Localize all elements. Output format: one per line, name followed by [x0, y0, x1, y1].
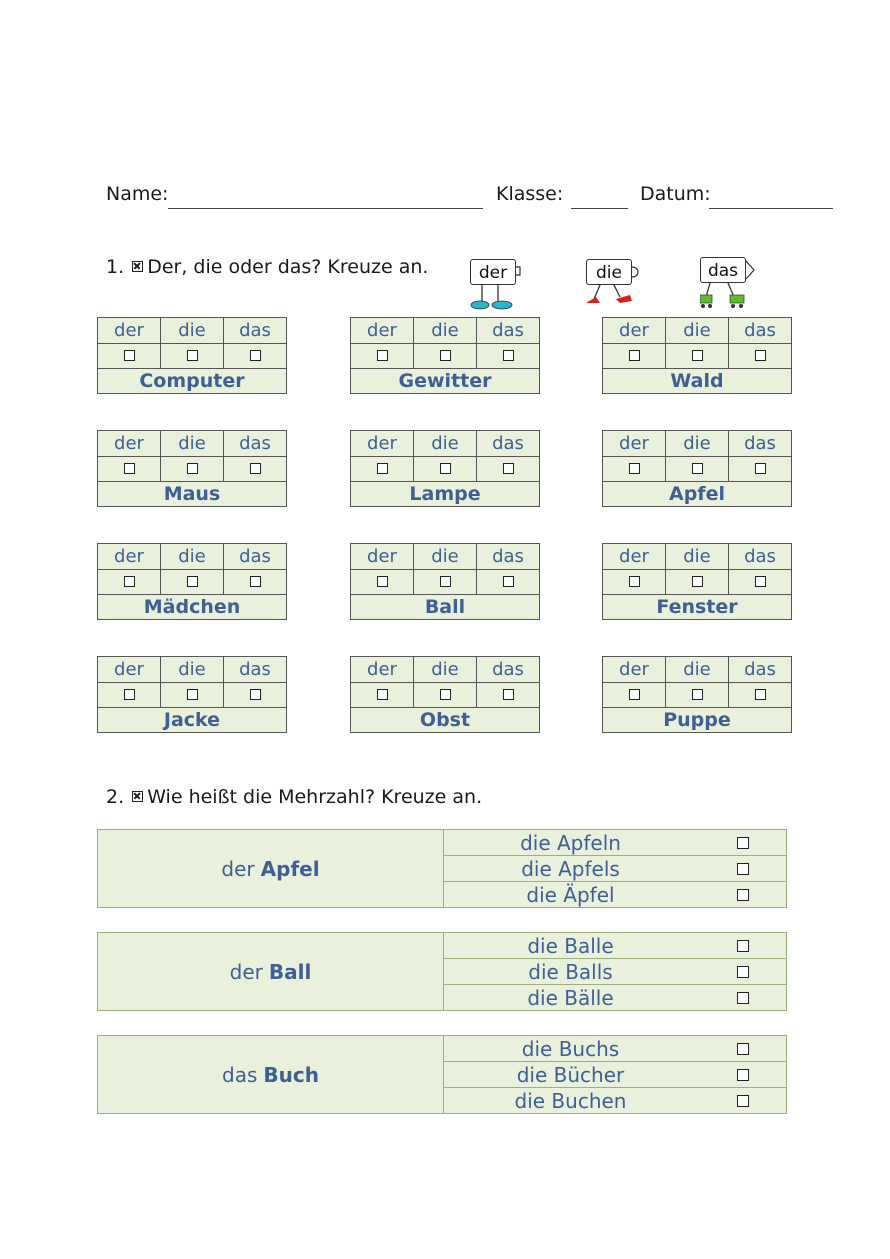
- article-label-der: der: [351, 657, 414, 682]
- singular-article: der: [221, 856, 255, 881]
- article-label-der: der: [603, 431, 666, 456]
- checked-box-icon: [132, 791, 143, 802]
- plural-options: [443, 933, 786, 1010]
- noun-label: Apfel: [669, 483, 725, 505]
- plural-option-text: die Äpfel: [526, 883, 615, 907]
- date-label: Datum:: [640, 183, 711, 205]
- singular-word: [98, 933, 444, 1010]
- noun-row: [98, 481, 286, 507]
- checkbox-der[interactable]: [629, 689, 640, 700]
- class-label: Klasse:: [496, 183, 564, 205]
- article-cell-das: [224, 456, 286, 481]
- checkbox-row: [351, 456, 539, 482]
- noun-label: Puppe: [663, 709, 731, 731]
- article-cell-der: [603, 343, 666, 368]
- article-label-der: der: [351, 544, 414, 569]
- article-header-row: [351, 431, 539, 457]
- checkbox-row: [98, 682, 286, 708]
- article-label-das: das: [744, 546, 776, 567]
- noun-row: [98, 594, 286, 620]
- noun-label: Lampe: [409, 483, 481, 505]
- plural-option: [443, 1036, 786, 1062]
- plural-option: [443, 959, 786, 985]
- article-label-die: die: [161, 318, 224, 343]
- article-cell-die: [161, 343, 224, 368]
- article-header-row: [603, 657, 791, 683]
- checkbox-der[interactable]: [377, 350, 388, 361]
- checkbox-row: [98, 456, 286, 482]
- checkbox-der[interactable]: [377, 463, 388, 474]
- class-field[interactable]: [571, 208, 628, 209]
- article-header-row: [98, 544, 286, 570]
- article-cell-das: [477, 343, 539, 368]
- article-label-der: der: [98, 544, 161, 569]
- article-header-row: [98, 318, 286, 344]
- singular-noun: Ball: [268, 959, 312, 984]
- name-label: Name:: [106, 183, 169, 205]
- plural-options: [443, 830, 786, 907]
- noun-label: Wald: [670, 370, 724, 392]
- article-cell-die: [161, 682, 224, 707]
- checkbox-das[interactable]: [755, 689, 766, 700]
- singular-noun: Apfel: [260, 856, 320, 881]
- article-cell-der: [603, 682, 666, 707]
- article-cell-die: [666, 682, 729, 707]
- checkbox-der[interactable]: [377, 576, 388, 587]
- noun-label: Fenster: [656, 596, 738, 618]
- plural-option-checkbox[interactable]: [737, 940, 749, 952]
- article-cell-der: [98, 456, 161, 481]
- plural-option-checkbox[interactable]: [737, 992, 749, 1004]
- article-label-das: das: [239, 320, 271, 341]
- noun-row: [98, 368, 286, 394]
- article-label-der: der: [98, 318, 161, 343]
- checkbox-row: [98, 343, 286, 369]
- checkbox-der[interactable]: [629, 350, 640, 361]
- plural-option-checkbox[interactable]: [737, 1095, 749, 1107]
- checkbox-die[interactable]: [187, 350, 198, 361]
- article-label-das: das: [239, 546, 271, 567]
- article-cell-die: [414, 569, 477, 594]
- article-cell-das: [477, 569, 539, 594]
- plural-option-text: die Balls: [528, 960, 613, 984]
- checkbox-die[interactable]: [440, 350, 451, 361]
- checkbox-das[interactable]: [503, 689, 514, 700]
- checkbox-row: [351, 569, 539, 595]
- article-label-das: das: [744, 320, 776, 341]
- plural-choice-box: [97, 829, 787, 908]
- plural-option: [443, 856, 786, 882]
- noun-label: Jacke: [163, 709, 221, 731]
- checkbox-das[interactable]: [503, 350, 514, 361]
- article-label-das: das: [492, 433, 524, 454]
- article-choice-box: [602, 543, 792, 620]
- article-cell-das: [477, 682, 539, 707]
- checkbox-der[interactable]: [124, 689, 135, 700]
- noun-label: Mädchen: [143, 596, 241, 618]
- checkbox-die[interactable]: [692, 350, 703, 361]
- date-field[interactable]: [709, 208, 833, 209]
- plural-option-text: die Apfeln: [520, 831, 621, 855]
- task2-title: [106, 786, 482, 808]
- article-cell-der: [351, 456, 414, 481]
- article-label-das: das: [492, 320, 524, 341]
- noun-row: [603, 707, 791, 733]
- singular-article: der: [229, 959, 263, 984]
- singular-noun: Buch: [263, 1062, 319, 1087]
- article-cell-der: [351, 569, 414, 594]
- noun-row: [98, 707, 286, 733]
- article-choice-box: [350, 317, 540, 394]
- checkbox-das[interactable]: [250, 463, 261, 474]
- article-cell-der: [603, 456, 666, 481]
- article-header-row: [603, 431, 791, 457]
- article-label-die: die: [161, 431, 224, 456]
- checkbox-das[interactable]: [755, 350, 766, 361]
- plural-option: [443, 882, 786, 907]
- noun-row: [603, 594, 791, 620]
- checkbox-das[interactable]: [503, 576, 514, 587]
- name-field[interactable]: [168, 208, 483, 209]
- checkbox-das[interactable]: [755, 576, 766, 587]
- article-label-die: die: [666, 657, 729, 682]
- article-choice-box: [602, 430, 792, 507]
- der-legs-icon: [470, 259, 530, 311]
- article-label-das: das: [492, 659, 524, 680]
- checkbox-das[interactable]: [250, 576, 261, 587]
- das-tag-label: das: [700, 257, 746, 283]
- article-cell-die: [414, 682, 477, 707]
- article-cell-der: [98, 682, 161, 707]
- article-choice-box: [97, 430, 287, 507]
- noun-label: Gewitter: [398, 370, 492, 392]
- article-cell-der: [98, 569, 161, 594]
- article-cell-die: [161, 456, 224, 481]
- plural-choice-box: [97, 932, 787, 1011]
- checkbox-die[interactable]: [187, 576, 198, 587]
- plural-option-checkbox[interactable]: [737, 966, 749, 978]
- plural-option-text: die Balle: [527, 934, 614, 958]
- article-choice-box: [97, 656, 287, 733]
- article-cell-die: [666, 456, 729, 481]
- article-label-die: die: [414, 657, 477, 682]
- article-cell-das: [729, 682, 791, 707]
- article-label-das: das: [744, 433, 776, 454]
- article-header-row: [351, 318, 539, 344]
- plural-option: [443, 933, 786, 959]
- article-cell-die: [414, 456, 477, 481]
- checkbox-das[interactable]: [503, 463, 514, 474]
- noun-row: [603, 481, 791, 507]
- checkbox-das[interactable]: [250, 689, 261, 700]
- plural-option-checkbox[interactable]: [737, 889, 749, 901]
- checkbox-das[interactable]: [755, 463, 766, 474]
- article-label-die: die: [161, 657, 224, 682]
- article-label-der: der: [603, 544, 666, 569]
- plural-option-checkbox[interactable]: [737, 1069, 749, 1081]
- checkbox-der[interactable]: [124, 576, 135, 587]
- article-cell-der: [351, 682, 414, 707]
- article-header-row: [351, 657, 539, 683]
- checkbox-das[interactable]: [250, 350, 261, 361]
- checkbox-row: [351, 343, 539, 369]
- noun-row: [351, 707, 539, 733]
- task1-instruction: Der, die oder das? Kreuze an.: [147, 256, 429, 278]
- plural-option: [443, 985, 786, 1010]
- article-label-das: das: [492, 546, 524, 567]
- checkbox-der[interactable]: [629, 463, 640, 474]
- article-choice-box: [350, 543, 540, 620]
- checkbox-row: [603, 569, 791, 595]
- article-label-das: das: [239, 659, 271, 680]
- article-label-der: der: [351, 318, 414, 343]
- checkbox-die[interactable]: [692, 463, 703, 474]
- task1-number: 1.: [106, 256, 125, 278]
- task2-number: 2.: [106, 786, 125, 808]
- die-legs-icon: [586, 259, 646, 311]
- article-cell-der: [98, 343, 161, 368]
- checkbox-der[interactable]: [124, 350, 135, 361]
- article-cell-der: [351, 343, 414, 368]
- checkbox-die[interactable]: [692, 576, 703, 587]
- die-tag-label: die: [586, 259, 632, 285]
- article-label-die: die: [161, 544, 224, 569]
- plural-option-text: die Bälle: [527, 986, 614, 1010]
- checkbox-die[interactable]: [440, 463, 451, 474]
- noun-row: [351, 481, 539, 507]
- noun-label: Obst: [419, 709, 471, 731]
- article-header-row: [603, 544, 791, 570]
- article-choice-box: [602, 317, 792, 394]
- article-cell-das: [224, 569, 286, 594]
- noun-row: [351, 594, 539, 620]
- plural-option-checkbox[interactable]: [737, 863, 749, 875]
- checkbox-die[interactable]: [187, 463, 198, 474]
- article-cell-das: [224, 343, 286, 368]
- singular-word: [98, 830, 444, 907]
- article-label-die: die: [666, 431, 729, 456]
- article-label-die: die: [666, 544, 729, 569]
- article-label-das: das: [744, 659, 776, 680]
- article-cell-das: [477, 456, 539, 481]
- noun-label: Computer: [139, 370, 245, 392]
- article-label-die: die: [414, 431, 477, 456]
- article-cell-die: [666, 343, 729, 368]
- checkbox-der[interactable]: [124, 463, 135, 474]
- article-label-der: der: [603, 318, 666, 343]
- plural-option-checkbox[interactable]: [737, 1043, 749, 1055]
- article-header-row: [603, 318, 791, 344]
- article-choice-box: [97, 317, 287, 394]
- article-label-der: der: [98, 657, 161, 682]
- checkbox-die[interactable]: [692, 689, 703, 700]
- singular-word: [98, 1036, 444, 1113]
- article-choice-box: [350, 656, 540, 733]
- das-legs-icon: [700, 257, 764, 313]
- checkbox-row: [603, 456, 791, 482]
- article-cell-die: [414, 343, 477, 368]
- noun-label: Maus: [163, 483, 221, 505]
- task1-title: [106, 256, 428, 278]
- article-header-row: [98, 431, 286, 457]
- plural-option-checkbox[interactable]: [737, 837, 749, 849]
- article-label-der: der: [351, 431, 414, 456]
- der-tag-label: der: [470, 259, 516, 285]
- checkbox-row: [351, 682, 539, 708]
- checkbox-row: [603, 682, 791, 708]
- article-cell-der: [603, 569, 666, 594]
- article-cell-das: [729, 343, 791, 368]
- article-cell-die: [161, 569, 224, 594]
- checkbox-der[interactable]: [629, 576, 640, 587]
- task2-instruction: Wie heißt die Mehrzahl? Kreuze an.: [147, 786, 483, 808]
- article-label-die: die: [414, 544, 477, 569]
- noun-row: [603, 368, 791, 394]
- checkbox-row: [603, 343, 791, 369]
- plural-option: [443, 1088, 786, 1113]
- plural-option-text: die Buchen: [514, 1089, 627, 1113]
- article-choice-box: [602, 656, 792, 733]
- plural-option-text: die Buchs: [521, 1037, 620, 1061]
- article-label-die: die: [666, 318, 729, 343]
- plural-choice-box: [97, 1035, 787, 1114]
- noun-label: Ball: [424, 596, 466, 618]
- noun-row: [351, 368, 539, 394]
- article-choice-box: [350, 430, 540, 507]
- plural-option-text: die Apfels: [521, 857, 620, 881]
- article-label-der: der: [98, 431, 161, 456]
- article-cell-die: [666, 569, 729, 594]
- checkbox-row: [98, 569, 286, 595]
- plural-option: [443, 830, 786, 856]
- singular-article: das: [222, 1062, 258, 1087]
- checkbox-die[interactable]: [440, 689, 451, 700]
- article-header-row: [98, 657, 286, 683]
- plural-option: [443, 1062, 786, 1088]
- checkbox-die[interactable]: [187, 689, 198, 700]
- article-label-der: der: [603, 657, 666, 682]
- checkbox-die[interactable]: [440, 576, 451, 587]
- plural-options: [443, 1036, 786, 1113]
- article-cell-das: [729, 456, 791, 481]
- article-header-row: [351, 544, 539, 570]
- checkbox-der[interactable]: [377, 689, 388, 700]
- article-cell-das: [729, 569, 791, 594]
- article-choice-box: [97, 543, 287, 620]
- plural-option-text: die Bücher: [516, 1063, 625, 1087]
- checked-box-icon: [132, 261, 143, 272]
- article-label-das: das: [239, 433, 271, 454]
- article-cell-das: [224, 682, 286, 707]
- article-label-die: die: [414, 318, 477, 343]
